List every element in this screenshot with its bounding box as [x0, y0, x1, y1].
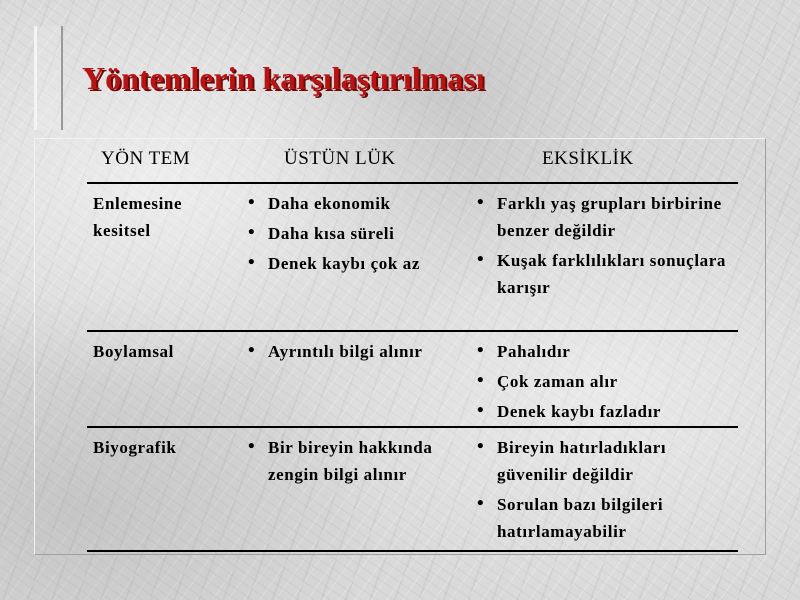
- disadvantage-item: • Pahalıdır: [477, 338, 737, 365]
- disadvantage-item: • Çok zaman alır: [477, 368, 737, 395]
- disadvantage-item: • Sorulan bazı bilgileri hatırlamayabilir: [477, 491, 737, 545]
- advantage-item: • Daha ekonomik: [248, 190, 453, 217]
- slide-title: Yöntemlerin karşılaştırılması: [82, 60, 485, 96]
- table-row: [87, 332, 738, 428]
- disadvantage-item: • Denek kaybı fazladır: [477, 398, 737, 425]
- advantages-list: [248, 338, 453, 368]
- advantage-item: • Ayrıntılı bilgi alınır: [248, 338, 453, 365]
- method-cell: Boylamsal: [93, 342, 174, 361]
- advantages-list: [248, 190, 453, 280]
- advantages-list: [248, 434, 453, 491]
- method-cell: Enlemesine kesitsel: [93, 194, 183, 240]
- header-method: YÖN TEM: [101, 148, 191, 169]
- disadvantage-item: • Farklı yaş grupları birbirine benzer değildir: [477, 190, 737, 244]
- header-advantage: ÜSTÜN LÜK: [284, 148, 396, 169]
- disadvantage-item: • Kuşak farklılıkları sonuçlara karışır: [477, 247, 737, 301]
- method-cell: Biyografik: [93, 438, 177, 457]
- table-header-row: [87, 142, 738, 184]
- header-disadvantage: EKSİKLİK: [542, 148, 634, 169]
- disadvantage-item: • Bireyin hatırladıkları güvenilir değildir: [477, 434, 737, 488]
- table-row: [87, 428, 738, 552]
- decorative-frame-bar: [34, 26, 63, 130]
- table-row: [87, 184, 738, 332]
- disadvantages-list: [477, 190, 737, 304]
- advantage-item: • Daha kısa süreli: [248, 220, 453, 247]
- comparison-table: [87, 142, 738, 552]
- disadvantages-list: [477, 434, 737, 548]
- disadvantages-list: [477, 338, 737, 428]
- advantage-item: • Bir bireyin hakkında zengin bilgi alınır: [248, 434, 453, 488]
- advantage-item: • Denek kaybı çok az: [248, 250, 453, 277]
